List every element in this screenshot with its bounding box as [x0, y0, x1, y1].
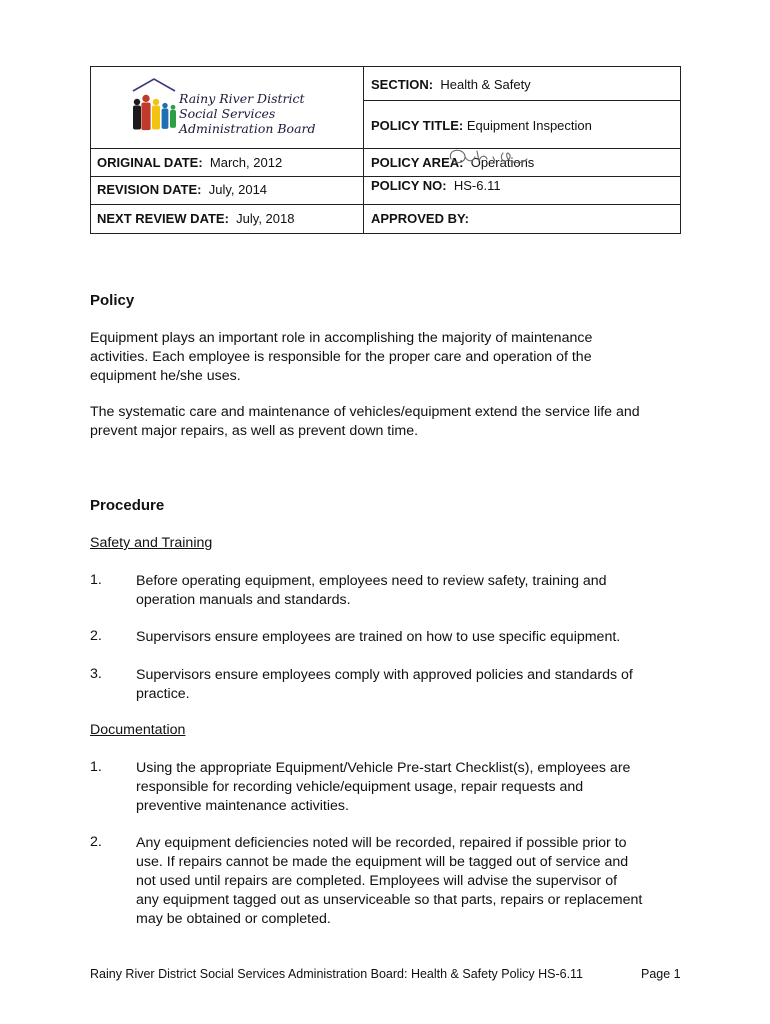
documentation-subheading: Documentation: [90, 722, 186, 738]
footer-text: Rainy River District Social Services Administration Board: Health & Safety Policy HS-6.11: [90, 967, 584, 981]
text-line: equipment he/she uses.: [90, 368, 241, 384]
text-line: may be obtained or completed.: [136, 911, 331, 927]
text-line: responsible for recording vehicle/equipment usage, repair requests and: [136, 779, 584, 795]
table-divider: [91, 204, 680, 205]
logo-text: [179, 91, 316, 136]
approver-signature: [445, 143, 540, 169]
family-logo-icon: [129, 77, 179, 137]
text-line: use. If repairs cannot be made the equipment will be tagged out of service and: [136, 854, 629, 870]
text-line: Equipment plays an important role in accomplishing the majority of maintenance: [90, 330, 593, 346]
policy-area-value: Operations: [470, 155, 535, 170]
next-review-label: NEXT REVIEW DATE:: [97, 211, 229, 226]
list-item: [136, 628, 681, 647]
policy-no-cell: [371, 178, 501, 194]
policy-header-table: [90, 66, 681, 234]
procedure-heading: Procedure: [90, 497, 165, 514]
safety-training-subheading: Safety and Training: [90, 535, 213, 551]
table-divider: [363, 67, 364, 233]
list-number: 2.: [90, 834, 102, 850]
policy-no-value: HS-6.11: [453, 178, 501, 193]
policy-title-label: POLICY TITLE:: [371, 118, 464, 133]
text-line: The systematic care and maintenance of vehicles/equipment extend the service life and: [90, 404, 640, 420]
table-divider: [91, 148, 680, 149]
logo-figure-body: [141, 102, 150, 130]
approved-by-label: APPROVED BY:: [371, 211, 469, 226]
logo-figure-body: [133, 106, 141, 130]
next-review-value: July, 2018: [236, 211, 295, 226]
policy-title-value: Equipment Inspection: [466, 118, 592, 133]
text-line: activities. Each employee is responsible for the proper care and operation of the: [90, 349, 592, 365]
approved-by-cell: [371, 211, 469, 227]
list-item: [136, 666, 681, 704]
logo-line-3: Administration Board: [179, 121, 316, 136]
policy-title-cell: [371, 118, 592, 134]
logo-figure-head: [134, 99, 140, 105]
logo-figure-body: [170, 110, 176, 128]
original-date-value: March, 2012: [209, 155, 283, 170]
list-item: [136, 834, 681, 929]
text-line: Supervisors ensure employees comply with approved policies and standards of: [136, 667, 633, 683]
logo-figure-head: [162, 103, 167, 108]
section-cell: [371, 77, 531, 93]
list-number: 1.: [90, 572, 102, 588]
text-line: Supervisors ensure employees are trained on how to use specific equipment.: [136, 629, 621, 645]
logo-figure-body: [152, 106, 160, 130]
text-line: prevent major repairs, as well as prevent down time.: [90, 423, 419, 439]
text-line: operation manuals and standards.: [136, 592, 351, 608]
organization-logo: [129, 77, 329, 137]
text-line: not used until repairs are completed. Employees will advise the supervisor of: [136, 873, 618, 889]
section-label: SECTION:: [371, 77, 434, 92]
section-value: Health & Safety: [440, 77, 531, 92]
logo-figure-head: [142, 95, 149, 102]
page-number: Page 1: [641, 967, 681, 981]
list-number: 1.: [90, 759, 102, 775]
text-line: preventive maintenance activities.: [136, 798, 349, 814]
text-line: Using the appropriate Equipment/Vehicle Pre-start Checklist(s), employees are: [136, 760, 631, 776]
next-review-cell: [97, 211, 294, 227]
text-line: practice.: [136, 686, 190, 702]
policy-paragraph-1: [90, 329, 592, 386]
original-date-label: ORIGINAL DATE:: [97, 155, 203, 170]
text-line: any equipment tagged out as unserviceable so that parts, repairs or replacement: [136, 892, 643, 908]
logo-line-2: Social Services: [179, 106, 276, 121]
list-item: [136, 759, 681, 816]
list-number: 2.: [90, 628, 102, 644]
original-date-cell: [97, 155, 282, 171]
table-divider: [91, 176, 680, 177]
policy-area-label: POLICY AREA:: [371, 155, 464, 170]
revision-date-cell: [97, 182, 267, 198]
table-divider: [363, 100, 680, 101]
policy-no-label: POLICY NO:: [371, 178, 447, 193]
policy-heading: Policy: [90, 292, 135, 309]
logo-line-1: Rainy River District: [179, 91, 305, 106]
list-number: 3.: [90, 666, 102, 682]
list-item: [136, 572, 681, 610]
revision-date-label: REVISION DATE:: [97, 182, 202, 197]
policy-paragraph-2: [90, 403, 640, 441]
revision-date-value: July, 2014: [208, 182, 268, 197]
logo-figure-head: [171, 105, 176, 110]
text-line: Before operating equipment, employees need to review safety, training and: [136, 573, 607, 589]
logo-figure-body: [162, 109, 169, 129]
logo-figure-head: [153, 99, 159, 105]
text-line: Any equipment deficiencies noted will be recorded, repaired if possible prior to: [136, 835, 627, 851]
